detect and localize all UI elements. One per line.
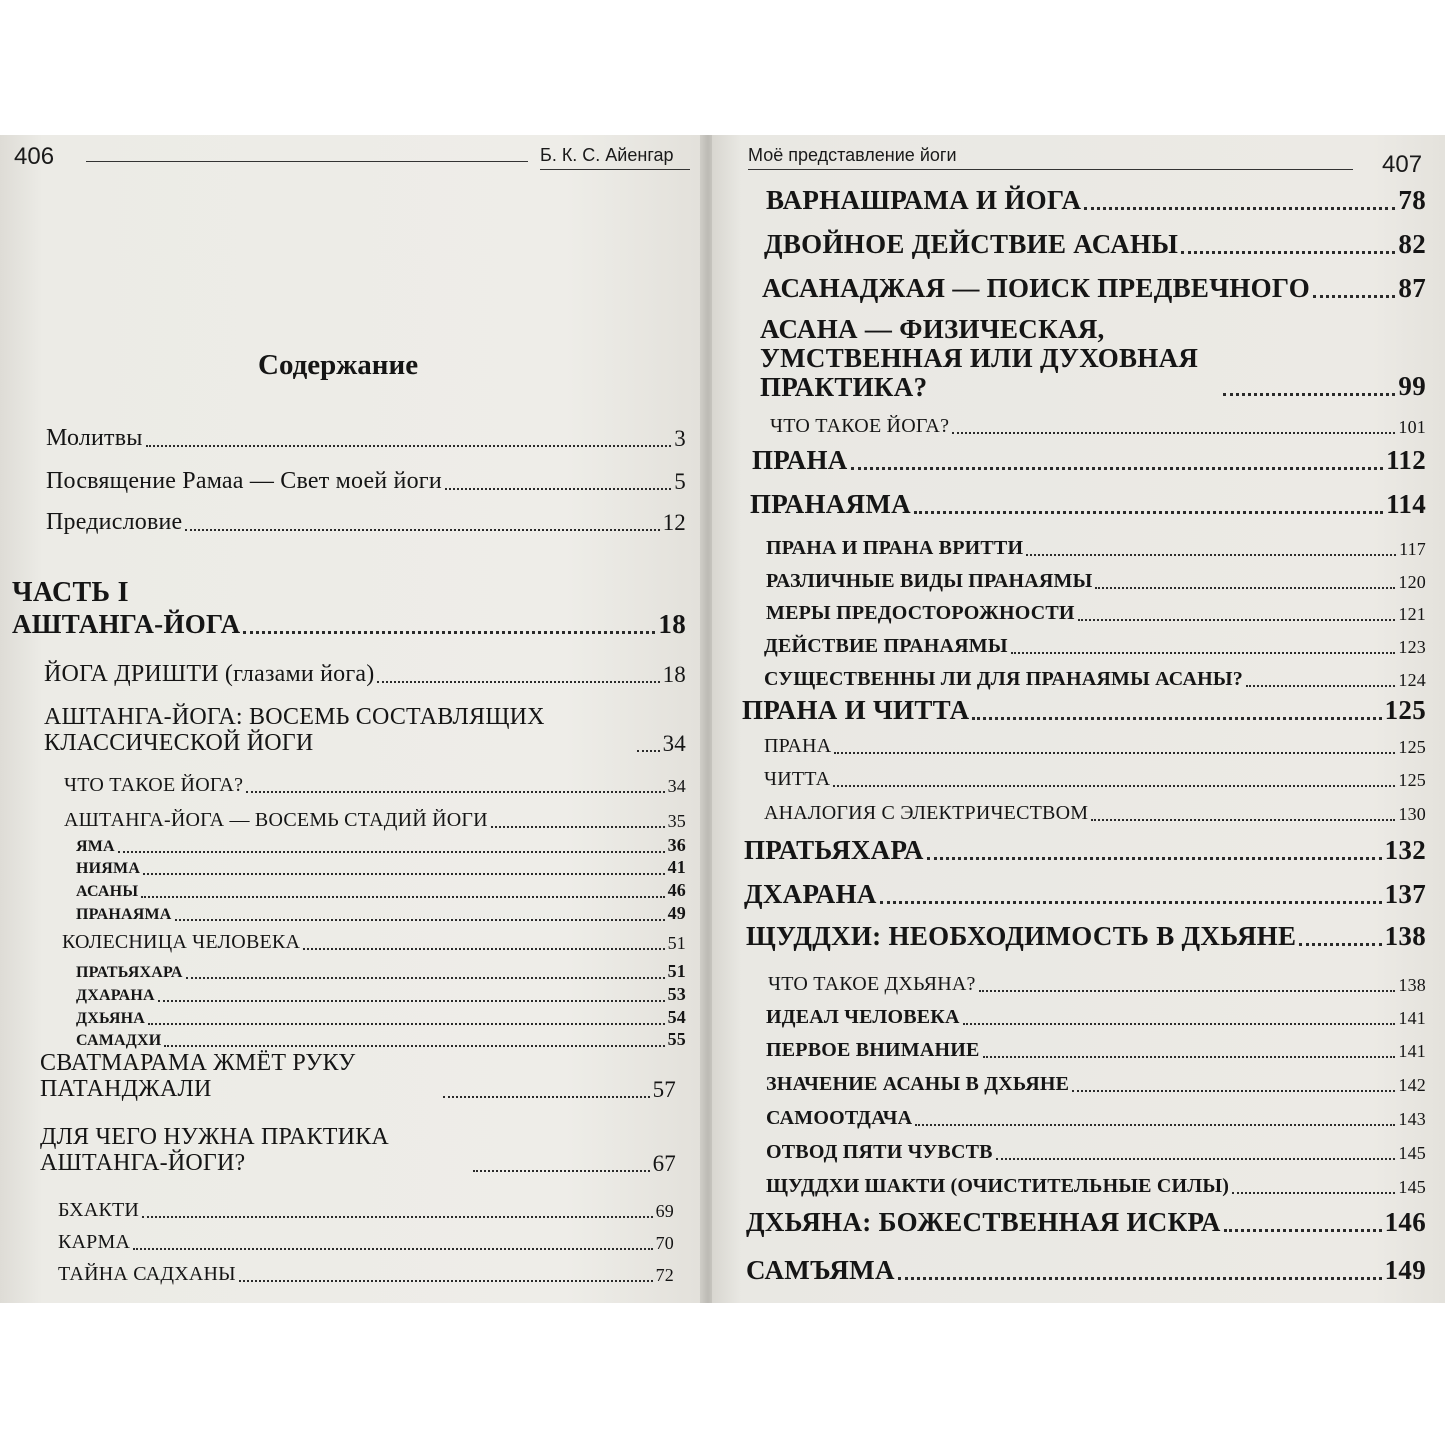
toc-entry-title: САМЪЯМА [746, 1255, 895, 1285]
toc-entry [746, 1255, 1426, 1286]
leader-dots [914, 507, 1383, 514]
toc-entry-page: 51 [667, 933, 686, 953]
leader-dots [142, 1212, 653, 1218]
toc-entry-title: ПРАНАЯМА [750, 489, 911, 519]
toc-entry-page: 35 [667, 811, 686, 831]
leader-dots [1078, 615, 1396, 621]
toc-entry-title: ПРАТЬЯХАРА [744, 835, 924, 865]
toc-entry-title: ДЕЙСТВИЕ ПРАНАЯМЫ [764, 635, 1008, 657]
leader-dots [996, 1154, 1396, 1160]
toc-entry-title: ДХАРАНА [76, 987, 155, 1004]
toc-entry [58, 1231, 674, 1254]
toc-entry-page: 49 [667, 903, 686, 923]
toc-entry [40, 1051, 676, 1103]
toc-entry-title: АШТАНГА-ЙОГА: ВОСЕМЬ СОСТАВЛЯЩИХ КЛАССИЧЕСКОЙ ЙОГИ [44, 704, 545, 756]
leader-dots [1223, 389, 1395, 396]
leader-dots [246, 787, 664, 793]
toc-entry-title: ДХАРАНА [744, 879, 877, 909]
leader-dots [1232, 1188, 1395, 1194]
toc-entry-page: 145 [1398, 1177, 1426, 1197]
toc-entry-title: ПРАНА [752, 445, 848, 475]
leader-dots [491, 822, 665, 828]
leader-dots [851, 463, 1384, 470]
toc-entry-title: САМАДХИ [76, 1032, 162, 1049]
part-title-entry [12, 609, 686, 640]
toc-entry [766, 1141, 1426, 1164]
toc-entry-page: 117 [1399, 539, 1426, 559]
toc-entry [76, 835, 686, 856]
toc-entry-title: СУЩЕСТВЕННЫ ЛИ ДЛЯ ПРАНАЯМЫ АСАНЫ? [764, 668, 1243, 690]
toc-entry [46, 425, 686, 452]
leader-dots [141, 892, 664, 898]
toc-entry-page: 101 [1398, 417, 1426, 437]
page-number-left: 406 [14, 143, 55, 170]
toc-entry-title: ПРАНА [764, 735, 832, 757]
header-rule-right [748, 169, 1353, 170]
leader-dots [1181, 247, 1395, 254]
toc-entry-page: 67 [652, 1150, 676, 1176]
toc-entry-title: ЧТО ТАКОЕ ЙОГА? [64, 774, 244, 796]
toc-entry [768, 973, 1426, 996]
toc-entry-title: Молитвы [46, 425, 143, 451]
toc-entry-title: ТАЙНА САДХАНЫ [58, 1263, 236, 1285]
toc-entry [750, 489, 1426, 520]
toc-entry-title: ПРАТЬЯХАРА [76, 964, 183, 981]
toc-entry [764, 768, 1426, 791]
toc-entry [76, 903, 686, 924]
leader-dots [983, 1052, 1396, 1058]
toc-entry [44, 705, 686, 757]
toc-entry-page: 138 [1384, 921, 1426, 951]
toc-entry-page: 69 [655, 1201, 674, 1221]
toc-entry [76, 984, 686, 1005]
toc-entry [76, 880, 686, 901]
toc-entry-title: ЯМА [76, 838, 115, 855]
leader-dots [175, 915, 665, 921]
toc-entry-page: 121 [1398, 604, 1426, 624]
leader-dots [1026, 550, 1396, 556]
toc-entry [76, 1007, 686, 1028]
leader-dots [239, 1276, 653, 1282]
toc-entry-page: 54 [667, 1007, 686, 1027]
toc-entry [764, 229, 1426, 260]
toc-entry-page: 112 [1386, 445, 1426, 475]
leader-dots [1011, 648, 1396, 654]
toc-entry [766, 602, 1426, 625]
header-underline-left [540, 169, 690, 170]
leader-dots [952, 428, 1395, 434]
toc-entry-title: АСАНА — ФИЗИЧЕСКАЯ, УМСТВЕННАЯ ИЛИ ДУХОВНАЯ ПРАКТИКА? [760, 314, 1199, 403]
toc-entry [766, 1073, 1426, 1096]
toc-entry [766, 537, 1426, 560]
toc-entry-title: АШТАНГА-ЙОГА [12, 609, 241, 639]
toc-entry [766, 1107, 1426, 1130]
toc-entry [760, 315, 1426, 402]
toc-entry [58, 1199, 674, 1222]
toc-entry [764, 635, 1426, 658]
toc-entry [76, 961, 686, 982]
toc-entry-page: 41 [667, 857, 686, 877]
leader-dots [1246, 681, 1396, 687]
leader-dots [303, 944, 665, 950]
leader-dots [880, 897, 1382, 904]
toc-entry [764, 668, 1426, 691]
toc-entry-title: ВАРНАШРАМА И ЙОГА [766, 185, 1082, 215]
toc-entry-title: АНАЛОГИЯ С ЭЛЕКТРИЧЕСТВОМ [764, 802, 1089, 824]
toc-entry [744, 879, 1426, 910]
toc-entry-page: 141 [1398, 1041, 1426, 1061]
toc-entry-page: 34 [667, 776, 686, 796]
leader-dots [148, 1019, 665, 1025]
leader-dots [833, 781, 1395, 787]
toc-entry-page: 51 [667, 961, 686, 981]
toc-entry-page: 3 [674, 426, 686, 451]
book-spread [0, 135, 1445, 1303]
leader-dots [972, 713, 1381, 720]
toc-entry-title: КАРМА [58, 1231, 131, 1253]
toc-entry [764, 802, 1426, 825]
leader-dots [963, 1019, 1396, 1025]
toc-entry-page: 149 [1384, 1255, 1426, 1285]
left-page [0, 135, 707, 1303]
toc-entry-title: ПРАНАЯМА [76, 906, 172, 923]
toc-entry-title: АСАНЫ [76, 883, 139, 900]
leader-dots [915, 1120, 1395, 1126]
toc-entry-page: 125 [1398, 737, 1426, 757]
toc-entry [64, 774, 686, 797]
toc-entry [764, 735, 1426, 758]
leader-dots [118, 847, 665, 853]
toc-entry-page: 36 [667, 835, 686, 855]
contents-title: Содержание [258, 349, 419, 381]
toc-entry [766, 1039, 1426, 1062]
header-rule-left [86, 161, 528, 162]
toc-entry-page: 143 [1398, 1109, 1426, 1129]
toc-entry [746, 1207, 1426, 1238]
leader-dots [1313, 291, 1395, 298]
toc-entry-page: 53 [667, 984, 686, 1004]
toc-entry [766, 1006, 1426, 1029]
toc-entry-page: 57 [652, 1076, 676, 1102]
leader-dots [1091, 815, 1395, 821]
leader-dots [1224, 1225, 1382, 1232]
toc-entry-title: ЧТО ТАКОЕ ЙОГА? [770, 415, 950, 437]
toc-entry-title: ДВОЙНОЕ ДЕЙСТВИЕ АСАНЫ [764, 229, 1179, 259]
leader-dots [243, 627, 655, 634]
toc-entry-title: Предисловие [46, 509, 183, 535]
toc-entry-page: 123 [1398, 637, 1426, 657]
toc-entry-page: 145 [1398, 1143, 1426, 1163]
leader-dots [1095, 583, 1395, 589]
leader-dots [133, 1244, 652, 1250]
toc-entry-title: ЩУДДХИ: НЕОБХОДИМОСТЬ В ДХЬЯНЕ [746, 921, 1297, 951]
leader-dots [185, 525, 659, 531]
leader-dots [1084, 203, 1395, 210]
toc-entry-page: 138 [1398, 975, 1426, 995]
toc-entry-title: ЧИТТА [764, 768, 831, 790]
toc-entry-page: 18 [658, 609, 686, 639]
toc-entry-page: 146 [1384, 1207, 1426, 1237]
toc-entry-title: ПРАНА И ПРАНА ВРИТТИ [766, 537, 1024, 559]
toc-entry-page: 120 [1398, 572, 1426, 592]
leader-dots [377, 677, 659, 683]
toc-entry [46, 468, 686, 495]
toc-entry-title: ЩУДДХИ ШАКТИ (ОЧИСТИТЕЛЬНЫЕ СИЛЫ) [766, 1175, 1230, 1197]
leader-dots [898, 1273, 1382, 1280]
toc-entry-title: КОЛЕСНИЦА ЧЕЛОВЕКА [62, 931, 301, 953]
toc-entry-title: АШТАНГА-ЙОГА — ВОСЕМЬ СТАДИЙ ЙОГИ [64, 809, 488, 831]
toc-entry [752, 445, 1426, 476]
toc-entry [742, 695, 1426, 726]
toc-entry-page: 130 [1398, 804, 1426, 824]
toc-entry [76, 1029, 686, 1050]
toc-entry-page: 125 [1398, 770, 1426, 790]
toc-entry [766, 1175, 1426, 1198]
toc-entry-page: 125 [1384, 695, 1426, 725]
leader-dots [443, 1092, 650, 1098]
running-head-left: Б. К. С. Айенгар [540, 145, 674, 165]
leader-dots [637, 746, 660, 752]
leader-dots [927, 853, 1382, 860]
toc-entry-title: ЙОГА ДРИШТИ (глазами йога) [44, 661, 375, 687]
toc-entry [40, 1125, 676, 1177]
toc-entry-page: 55 [667, 1029, 686, 1049]
leader-dots [158, 996, 665, 1002]
toc-entry-page: 141 [1398, 1008, 1426, 1028]
toc-entry-page: 5 [674, 469, 686, 494]
toc-entry-page: 78 [1398, 185, 1426, 215]
toc-entry-title: ОТВОД ПЯТИ ЧУВСТВ [766, 1141, 993, 1163]
leader-dots [143, 869, 664, 875]
toc-entry-title: РАЗЛИЧНЫЕ ВИДЫ ПРАНАЯМЫ [766, 570, 1093, 592]
toc-entry [746, 921, 1426, 952]
toc-entry-title: ЗНАЧЕНИЕ АСАНЫ В ДХЬЯНЕ [766, 1073, 1070, 1095]
toc-entry-title: ИДЕАЛ ЧЕЛОВЕКА [766, 1006, 960, 1028]
toc-entry-title: САМООТДАЧА [766, 1107, 913, 1129]
leader-dots [164, 1041, 664, 1047]
running-head-right: Моё представление йоги [748, 145, 957, 165]
toc-entry-page: 114 [1386, 489, 1426, 519]
toc-entry [770, 415, 1426, 438]
toc-entry [762, 273, 1426, 304]
toc-entry-title: ПЕРВОЕ ВНИМАНИЕ [766, 1039, 980, 1061]
leader-dots [1299, 939, 1381, 946]
toc-entry-page: 72 [655, 1265, 674, 1285]
toc-entry-title: БХАКТИ [58, 1199, 140, 1221]
toc-entry [44, 661, 686, 688]
toc-entry-page: 34 [662, 730, 686, 756]
toc-entry-page: 12 [662, 510, 686, 535]
leader-dots [834, 748, 1395, 754]
toc-entry-title: Посвящение Рамаа — Свет моей йоги [46, 468, 442, 494]
toc-entry-page: 124 [1398, 670, 1426, 690]
toc-entry [766, 185, 1426, 216]
toc-entry-title: ДХЬЯНА: БОЖЕСТВЕННАЯ ИСКРА [746, 1207, 1221, 1237]
toc-entry-page: 142 [1398, 1075, 1426, 1095]
toc-entry-page: 137 [1384, 879, 1426, 909]
toc-entry-title: НИЯМА [76, 860, 141, 877]
leader-dots [1072, 1086, 1395, 1092]
toc-entry [744, 835, 1426, 866]
toc-entry [46, 509, 686, 536]
part-label: ЧАСТЬ I [12, 577, 129, 608]
leader-dots [146, 441, 672, 447]
leader-dots [979, 986, 1396, 992]
right-page [712, 135, 1445, 1303]
toc-entry-page: 70 [655, 1233, 674, 1253]
toc-entry [58, 1263, 674, 1286]
toc-entry-title: ПРАНА И ЧИТТА [742, 695, 970, 725]
toc-entry-page: 99 [1398, 371, 1426, 402]
toc-entry-title: ЧТО ТАКОЕ ДХЬЯНА? [768, 973, 976, 995]
page-number-right: 407 [1382, 151, 1423, 178]
toc-entry [62, 931, 686, 954]
toc-entry [766, 570, 1426, 593]
toc-entry-page: 18 [662, 662, 686, 687]
toc-entry [64, 809, 686, 832]
toc-entry-title: МЕРЫ ПРЕДОСТОРОЖНОСТИ [766, 602, 1075, 624]
toc-entry-title: ДЛЯ ЧЕГО НУЖНА ПРАКТИКА АШТАНГА-ЙОГИ? [40, 1124, 389, 1176]
toc-entry-title: ДХЬЯНА [76, 1010, 146, 1027]
toc-entry-page: 132 [1384, 835, 1426, 865]
toc-entry-title: АСАНАДЖАЯ — ПОИСК ПРЕДВЕЧНОГО [762, 273, 1311, 303]
toc-entry-page: 82 [1398, 229, 1426, 259]
leader-dots [445, 484, 671, 490]
leader-dots [473, 1166, 650, 1172]
leader-dots [186, 973, 665, 979]
toc-entry-title: СВАТМАРАМА ЖМЁТ РУКУ ПАТАНДЖАЛИ [40, 1050, 356, 1102]
toc-entry-page: 87 [1398, 273, 1426, 303]
toc-entry-page: 46 [667, 880, 686, 900]
toc-entry [76, 857, 686, 878]
